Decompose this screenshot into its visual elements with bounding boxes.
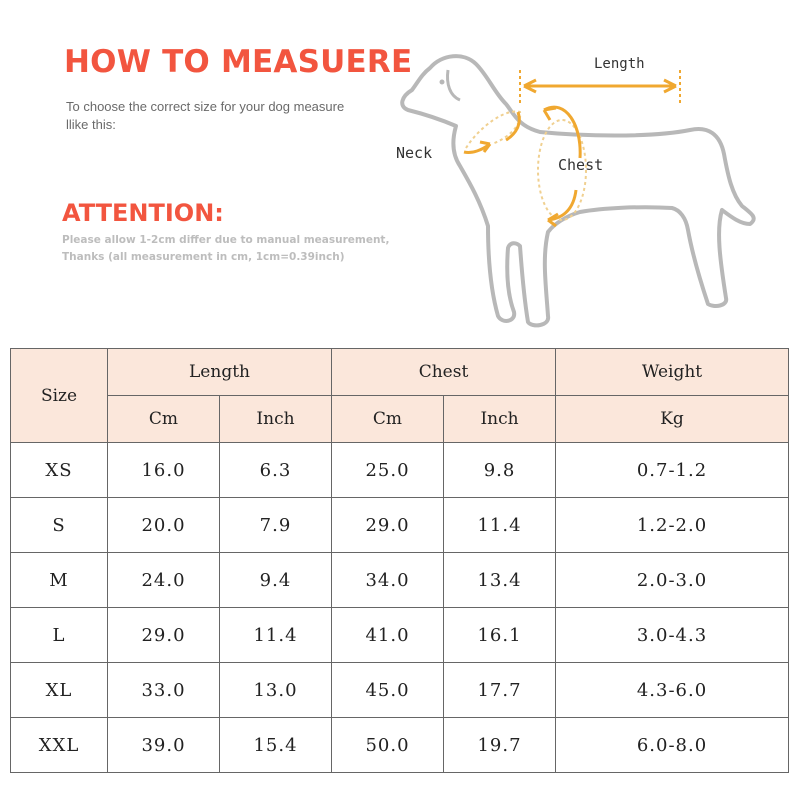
length-cm-cell: 29.0	[108, 608, 220, 663]
attention-note: Please allow 1-2cm differ due to manual measurement, Thanks (all measurement in cm, 1cm=0.39inch)	[62, 234, 390, 263]
chest-cm-header: Cm	[332, 396, 444, 443]
chest-cm-cell: 50.0	[332, 718, 444, 773]
length-inch-header: Inch	[220, 396, 332, 443]
chest-cm-cell: 29.0	[332, 498, 444, 553]
length-cm-cell: 33.0	[108, 663, 220, 718]
chest-cm-cell: 45.0	[332, 663, 444, 718]
length-inch-cell: 11.4	[220, 608, 332, 663]
chest-inch-cell: 17.7	[444, 663, 556, 718]
length-cm-cell: 20.0	[108, 498, 220, 553]
weight-cell: 6.0-8.0	[556, 718, 789, 773]
length-inch-cell: 15.4	[220, 718, 332, 773]
chest-inch-header: Inch	[444, 396, 556, 443]
table-row	[11, 498, 789, 553]
chest-inch-cell: 11.4	[444, 498, 556, 553]
weight-cell: 3.0-4.3	[556, 608, 789, 663]
size-cell: XS	[11, 443, 108, 498]
page-title: HOW TO MEASUERE	[64, 44, 413, 80]
chest-inch-cell: 13.4	[444, 553, 556, 608]
length-inch-cell: 7.9	[220, 498, 332, 553]
chest-label: Chest	[558, 156, 604, 174]
chest-cm-cell: 25.0	[332, 443, 444, 498]
chest-inch-cell: 19.7	[444, 718, 556, 773]
table-row	[11, 718, 789, 773]
size-cell: S	[11, 498, 108, 553]
neck-loop	[466, 111, 520, 148]
size-cell: XXL	[11, 718, 108, 773]
table-row	[11, 608, 789, 663]
weight-cell: 2.0-3.0	[556, 553, 789, 608]
dog-measurement-diagram	[390, 30, 770, 330]
weight-kg-header: Kg	[556, 396, 789, 443]
chest-inch-cell: 16.1	[444, 608, 556, 663]
table-row	[11, 663, 789, 718]
length-cm-header: Cm	[108, 396, 220, 443]
instructions-text: To choose the correct size for your dog measure llike this:	[66, 99, 345, 132]
chest-cm-cell: 41.0	[332, 608, 444, 663]
table-row	[11, 443, 789, 498]
weight-cell: 0.7-1.2	[556, 443, 789, 498]
weight-cell: 1.2-2.0	[556, 498, 789, 553]
chest-inch-cell: 9.8	[444, 443, 556, 498]
chest-cm-cell: 34.0	[332, 553, 444, 608]
size-cell: XL	[11, 663, 108, 718]
length-header: Length	[108, 349, 332, 396]
size-cell: M	[11, 553, 108, 608]
size-chart-table	[10, 348, 789, 773]
chest-header: Chest	[332, 349, 556, 396]
length-cm-cell: 16.0	[108, 443, 220, 498]
length-cm-cell: 39.0	[108, 718, 220, 773]
length-label: Length	[594, 56, 645, 72]
neck-label: Neck	[396, 144, 433, 162]
weight-header: Weight	[556, 349, 789, 396]
length-inch-cell: 9.4	[220, 553, 332, 608]
size-cell: L	[11, 608, 108, 663]
length-cm-cell: 24.0	[108, 553, 220, 608]
weight-cell: 4.3-6.0	[556, 663, 789, 718]
table-row	[11, 553, 789, 608]
length-inch-cell: 13.0	[220, 663, 332, 718]
length-inch-cell: 6.3	[220, 443, 332, 498]
size-header: Size	[11, 349, 108, 443]
attention-heading: ATTENTION:	[62, 199, 224, 227]
